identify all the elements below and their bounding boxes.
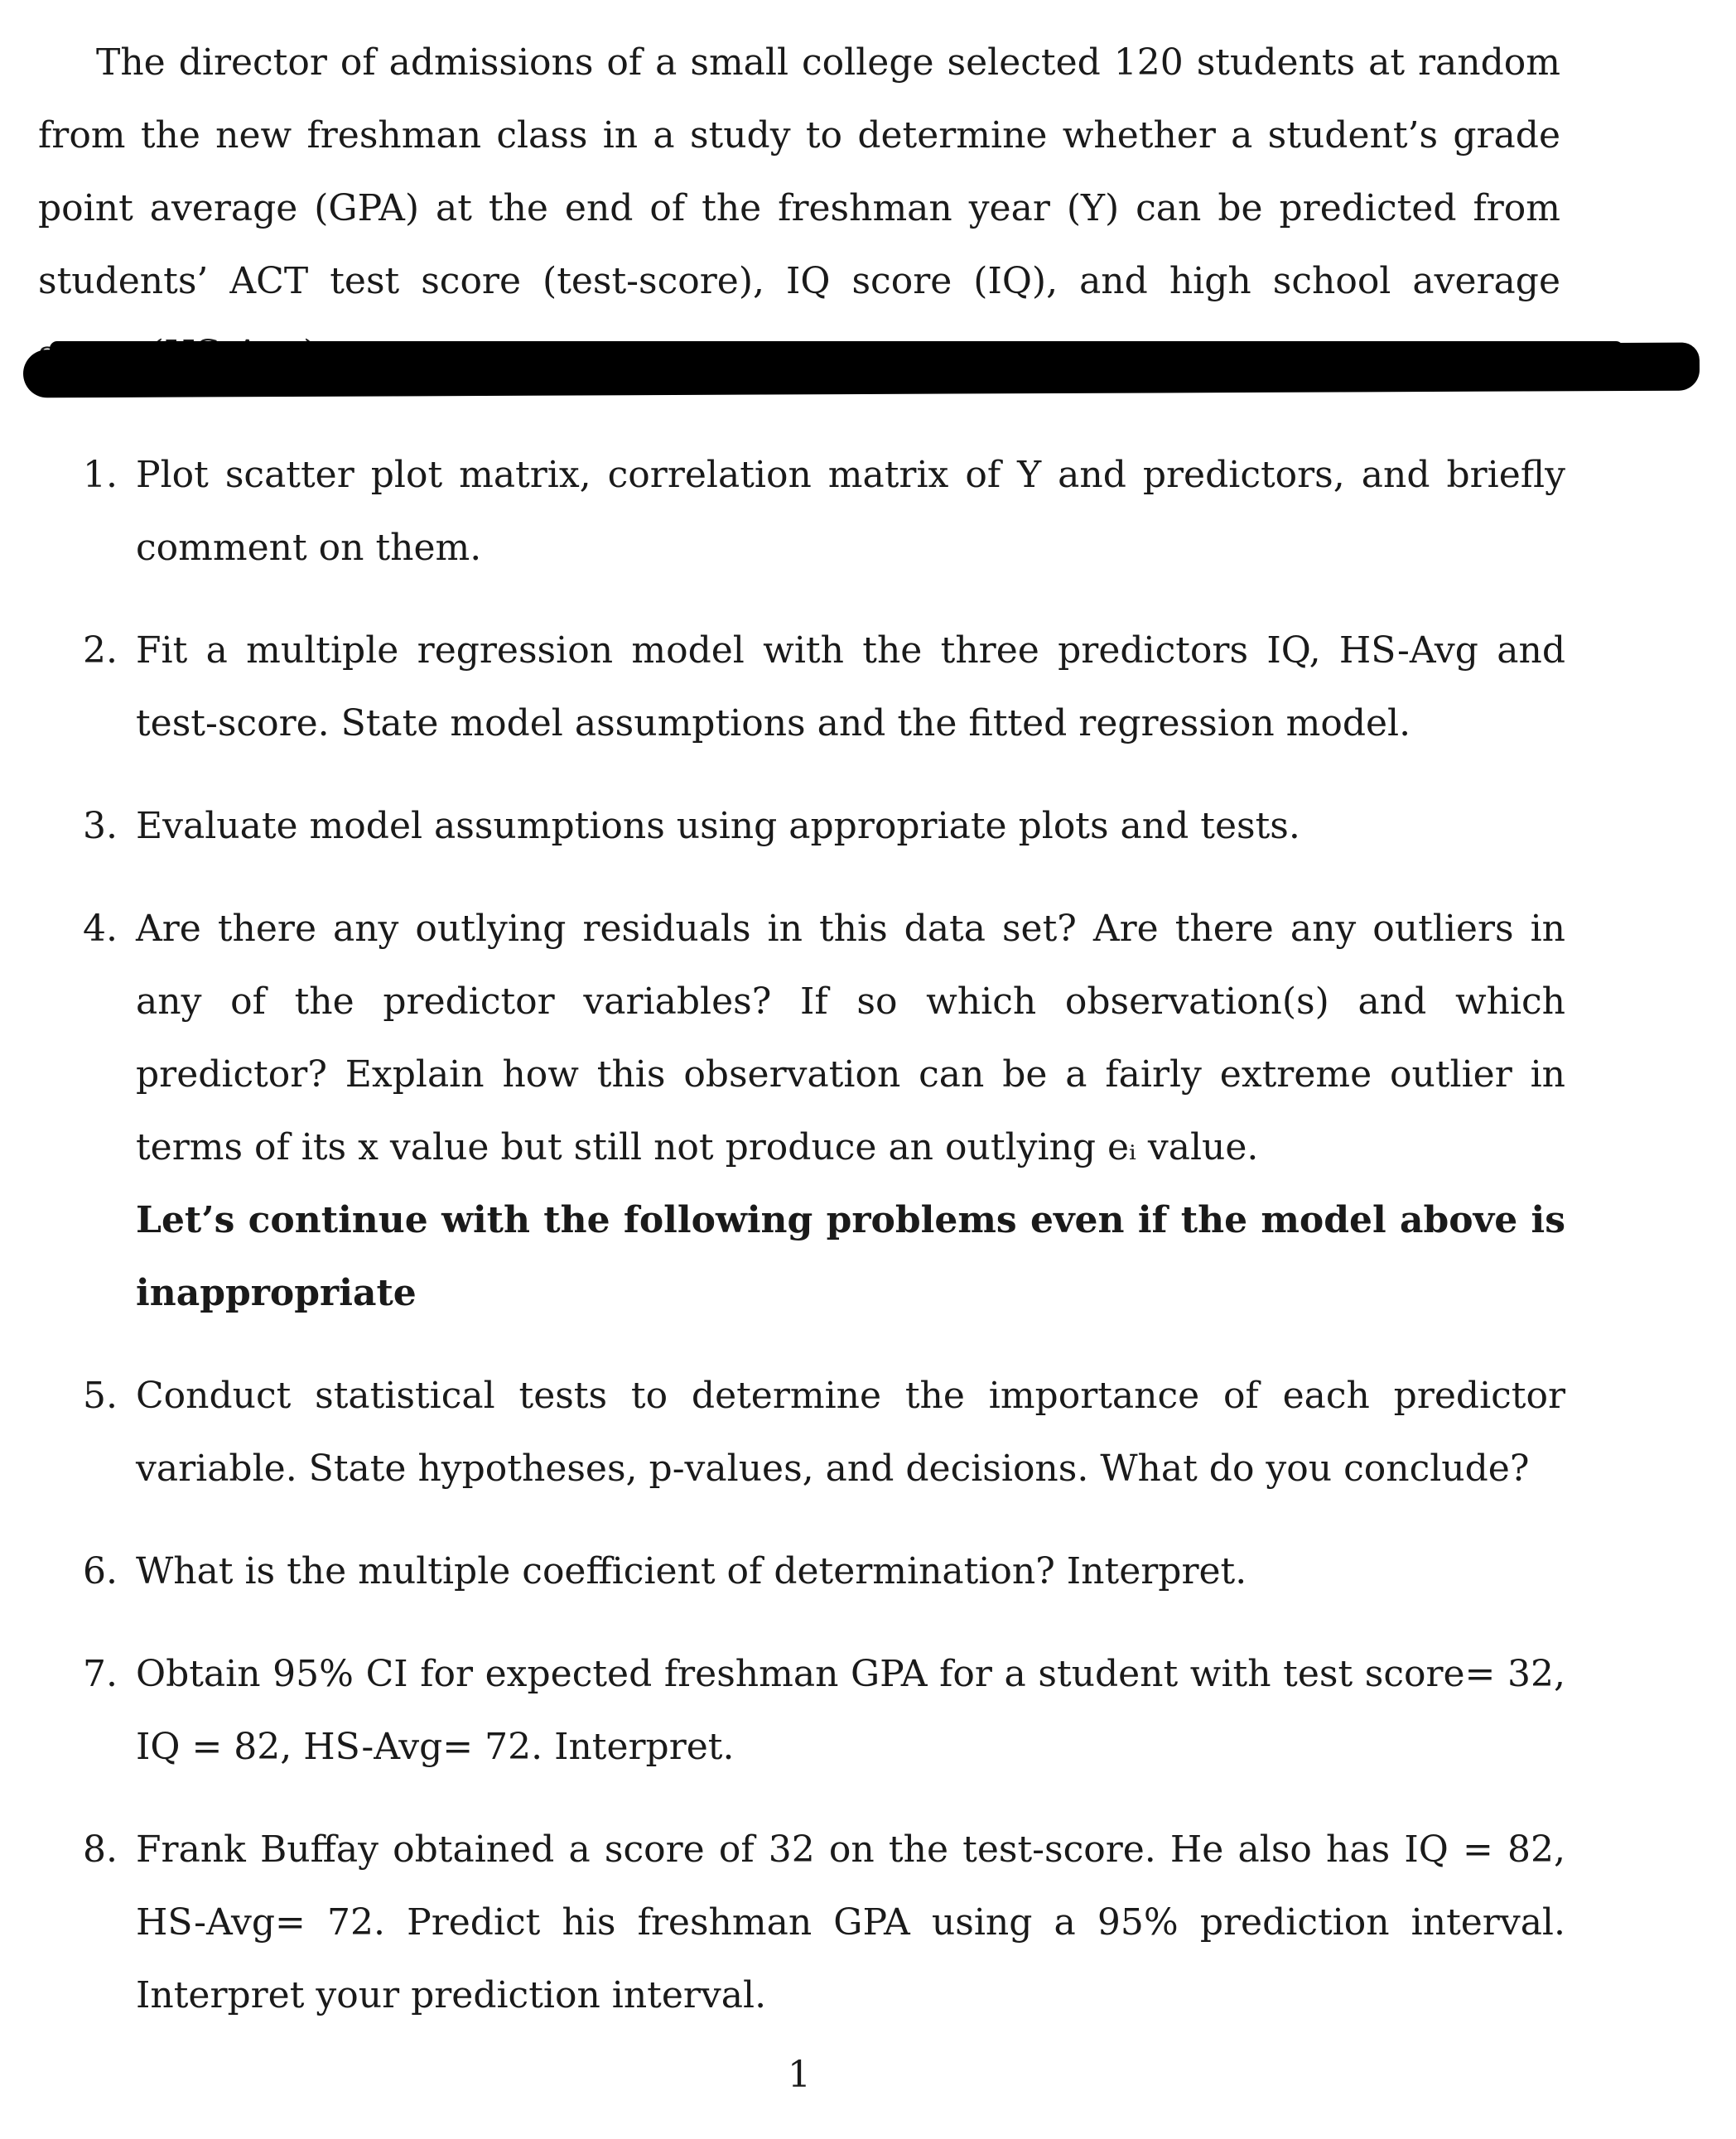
problem-item (83, 790, 1565, 863)
page-number: 1 (788, 2054, 811, 2096)
problem-number: 7. (83, 1653, 118, 1695)
problem-item (83, 439, 1565, 585)
problem-item (83, 1814, 1565, 2032)
problem-number: 2. (83, 629, 118, 672)
redaction-bar (23, 343, 1700, 398)
problem-item (83, 1638, 1565, 1784)
problem-text: Conduct statistical tests to determine the importance of each predictor variable. State hypotheses, p-values, and decisions. What do you conclude? (136, 1375, 1565, 1490)
problem-text: Evaluate model assumptions using appropriate plots and tests. (136, 805, 1300, 847)
problem-text: Plot scatter plot matrix, correlation matrix of Y and predictors, and briefly comment on them. (136, 454, 1565, 569)
problem-item (83, 614, 1565, 760)
problem-text: Obtain 95% CI for expected freshman GPA for a student with test score= 32, IQ = 82, HS-Avg= 72. Interpret. (136, 1653, 1565, 1768)
problem-item (83, 893, 1565, 1330)
problem-item (83, 1535, 1565, 1608)
problem-text: Are there any outlying residuals in this data set? Are there any outliers in any of the predictor variables? If so which observation(s) and which predictor? Explain how this observation can be a fairly extreme outlier in terms of its x value but still not produce an outlying eᵢ value. (136, 908, 1565, 1168)
problem-item (83, 1360, 1565, 1505)
problem-number: 8. (83, 1828, 118, 1871)
bold-note: Let’s continue with the following problems even if the model above is inappropriate (136, 1199, 1565, 1314)
intro-paragraph: The director of admissions of a small college selected 120 students at random from the new freshman class in a study to determine whether a student’s grade point average (GPA) at the end of the freshman year (Y) can be predicted from students’ ACT test score (test-score), IQ score (IQ), and high school average (38, 41, 1560, 302)
problem-number: 3. (83, 805, 118, 847)
problem-text: Frank Buffay obtained a score of 32 on the test-score. He also has IQ = 82, HS-Avg= 72. Predict his freshman GPA using a 95% prediction interval. Interpret your prediction interval. (136, 1828, 1565, 2016)
problem-text: Fit a multiple regression model with the three predictors IQ, HS-Avg and test-score. State model assumptions and the fitted regression model. (136, 629, 1565, 744)
problem-number: 6. (83, 1550, 118, 1592)
problem-number: 1. (83, 454, 118, 496)
problem-list (83, 439, 1565, 2062)
problem-text: What is the multiple coefficient of determination? Interpret. (136, 1550, 1247, 1592)
problem-text-container (136, 893, 1565, 1330)
problem-number: 5. (83, 1375, 118, 1417)
problem-number: 4. (83, 908, 118, 950)
